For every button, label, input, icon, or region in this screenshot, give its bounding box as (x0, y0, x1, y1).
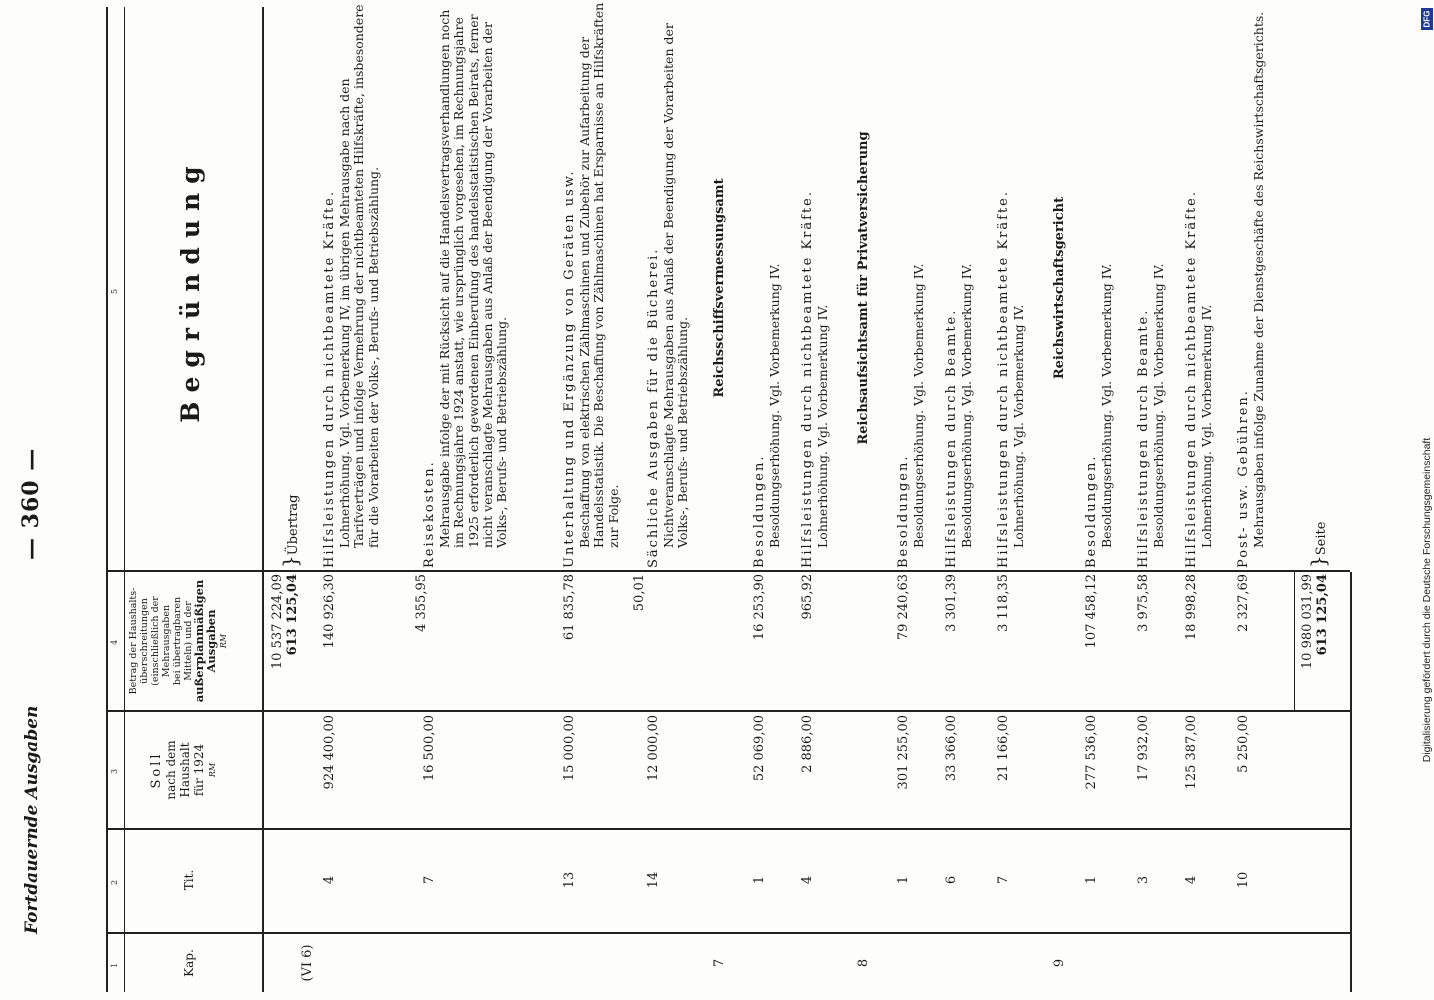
row-title: Post- usw. Gebühren. (1236, 389, 1251, 568)
soll-cell: 16 500,00 (422, 715, 437, 782)
col-divider-kap (106, 932, 1350, 934)
row-text: Nichtveranschlagte Mehrausgaben aus Anlaß der Beendigung der Vorarbeiten der Volks-, Berufs- und Betriebszählung. (661, 23, 691, 548)
betrag-cell: 613 125,04 (285, 574, 300, 656)
col-divider-betrag (106, 570, 1350, 572)
row-title: Hilfsleistungen durch Beamte. (944, 308, 959, 568)
row-text: Besoldungserhöhung. Vgl. Vorbemerkung IV. (767, 263, 782, 548)
soll-cell: 15 000,00 (562, 715, 577, 782)
row-text: Besoldungserhöhung. Vgl. Vorbemerkung IV. (959, 263, 974, 548)
colnum-5: 5 (110, 288, 119, 294)
kap-cell: 8 (856, 958, 871, 968)
betrag-cell: 16 253,90 (752, 574, 767, 641)
digitization-note (1420, 0, 1434, 1000)
row-title: Besoldungen. (752, 454, 767, 568)
soll-cell: 17 932,00 (1136, 715, 1151, 782)
header-bottom-rule (262, 7, 264, 992)
soll-cell: 33 366,00 (944, 715, 959, 782)
row-title: Hilfsleistungen durch nichtbeamtete Kräfte. (800, 189, 815, 568)
row-text: Mehrausgaben infolge Zunahme der Dienstgeschäfte des Reichswirtschaftsgerichts. (1251, 11, 1266, 548)
row-text: Beschaffung von elektrischen Zählmaschinen und Zubehör zur Aufarbeitung der Handelsstatistik. Die Beschaffung von Zählmaschinen hat Ersparnisse an Hilfskräften zur Folge. (577, 2, 621, 548)
running-header-left: Fortdauernde Ausgaben (22, 705, 42, 934)
header-betrag: Betrag der Haushalts- überschreitungen (einschließlich der Mehrausgaben bei übertragbaren Mitteln) und der außerplanmäßigen Ausgaben RM (128, 579, 228, 703)
row-text: Besoldungserhöhung. Vgl. Vorbemerkung IV. (1099, 263, 1114, 548)
section-title: Reichsaufsichtsamt für Privatversicherung (856, 131, 871, 445)
dfg-logo: DFG (1421, 8, 1433, 30)
kap-cell: 7 (712, 958, 727, 968)
row-title: Hilfsleistungen durch nichtbeamtete Kräfte. (996, 189, 1011, 568)
page-number: — 360 — (18, 447, 44, 560)
betrag-cell: 10 537 224,09 (270, 574, 285, 670)
tit-cell: 3 (1136, 875, 1151, 885)
row-title: Hilfsleistungen durch nichtbeamtete Kräfte. (1184, 189, 1199, 568)
digitization-note-text: Digitalisierung gefördert durch die Deutsche Forschungsgemeinschaft (1421, 437, 1433, 763)
row-text: Besoldungserhöhung. Vgl. Vorbemerkung IV. (911, 263, 926, 548)
tit-cell: 4 (800, 875, 815, 885)
tit-cell: 7 (422, 875, 437, 885)
row-title: Unterhaltung und Ergänzung von Geräten usw. (562, 169, 577, 568)
table-bottom-rule (1350, 572, 1352, 992)
betrag-total: 10 980 031,99 (1300, 574, 1315, 670)
row-title: Hilfsleistungen durch nichtbeamtete Kräfte. (322, 189, 337, 568)
tit-cell: 13 (562, 871, 577, 889)
soll-cell: 5 250,00 (1236, 715, 1251, 773)
tit-cell: 1 (896, 875, 911, 885)
col-divider-tit (106, 828, 1350, 830)
row-title: Besoldungen. (1084, 454, 1099, 568)
betrag-cell: 3 975,58 (1136, 574, 1151, 632)
row-text: Lohnerhöhung. Vgl. Vorbemerkung IV. (1199, 304, 1214, 548)
tit-cell: 6 (944, 875, 959, 885)
betrag-cell: 140 926,30 (322, 574, 337, 649)
row-text: Lohnerhöhung. Vgl. Vorbemerkung IV, im übrigen Mehrausgabe nach den Tarifverträgen und infolge Vermehrung der nichtbeamteten Hilfskräfte, insbesondere für die Vorarbeiten der Volks-, Berufs- und Betriebszählung. (337, 4, 381, 548)
betrag-cell: 4 355,95 (414, 574, 429, 632)
kap-cell: 9 (1052, 958, 1067, 968)
betrag-cell: 79 240,63 (896, 574, 911, 641)
soll-cell: 924 400,00 (322, 715, 337, 790)
page-total-label: }Seite (1306, 521, 1330, 568)
colnum-3: 3 (110, 768, 119, 774)
betrag-total: 613 125,04 (1315, 574, 1330, 656)
tit-cell: 10 (1236, 871, 1251, 889)
row-text: Lohnerhöhung. Vgl. Vorbemerkung IV. (1011, 304, 1026, 548)
betrag-cell: 107 458,12 (1084, 574, 1099, 649)
betrag-cell: 61 835,78 (562, 574, 577, 641)
soll-cell: 301 255,00 (896, 715, 911, 790)
carry-over-label: }Übertrag (278, 494, 302, 568)
betrag-cell: 2 327,69 (1236, 574, 1251, 632)
betrag-cell: 965,92 (800, 574, 815, 620)
tit-cell: 4 (322, 875, 337, 885)
soll-cell: 125 387,00 (1184, 715, 1199, 790)
section-title: Reichswirtschaftsgericht (1052, 196, 1067, 380)
row-title: Reisekosten. (422, 460, 437, 568)
table-top-rule (106, 7, 108, 992)
section-title: Reichsschiffsvermessungsamt (712, 178, 727, 398)
row-title: Besoldungen. (896, 454, 911, 568)
tit-cell: 1 (1084, 875, 1099, 885)
soll-cell: 21 166,00 (996, 715, 1011, 782)
colnum-rule (124, 7, 125, 992)
row-text: Lohnerhöhung. Vgl. Vorbemerkung IV. (815, 304, 830, 548)
betrag-cell: 18 998,28 (1184, 574, 1199, 641)
colnum-2: 2 (110, 879, 119, 885)
betrag-cell: 3 118,35 (996, 574, 1011, 632)
kap-cell: (VI 6) (300, 944, 315, 982)
row-text: Mehrausgabe infolge der mit Rücksicht auf die Handelsvertragsverhandlungen noch im Rechnungsjahre 1924 anstatt, wie ursprünglich vorgesehen, im Rechnungsjahre 1925 erforderlich gewordenen Einberufung des handelsstatistischen Beirats, ferner nicht veranschlagte Mehrausgaben aus Anlaß der Beendigung der Vorarbeiten der Volks-, Berufs- und Betriebszählung. (437, 9, 510, 548)
betrag-cell: 50,01 (632, 574, 647, 612)
col-divider-soll (106, 710, 1350, 712)
betrag-cell: 3 301,39 (944, 574, 959, 632)
tit-cell: 1 (752, 875, 767, 885)
soll-cell: 52 069,00 (752, 715, 767, 782)
tit-cell: 14 (646, 871, 661, 889)
soll-cell: 277 536,00 (1084, 715, 1099, 790)
colnum-4: 4 (110, 639, 119, 645)
row-title: Hilfsleistungen durch Beamte. (1136, 308, 1151, 568)
soll-cell: 2 886,00 (800, 715, 815, 773)
colnum-1: 1 (110, 962, 119, 968)
tit-cell: 4 (1184, 875, 1199, 885)
row-title: Sächliche Ausgaben für die Bücherei. (646, 247, 661, 568)
header-kap: Kap. (182, 949, 196, 977)
soll-cell: 12 000,00 (646, 715, 661, 782)
header-soll: Soll nach dem Haushalt für 1924 RM (149, 740, 217, 800)
header-begruendung: Begründung (176, 157, 205, 423)
row-text: Besoldungserhöhung. Vgl. Vorbemerkung IV. (1151, 263, 1166, 548)
tit-cell: 7 (996, 875, 1011, 885)
header-tit: Tit. (182, 869, 196, 891)
sum-rule (1294, 572, 1295, 710)
